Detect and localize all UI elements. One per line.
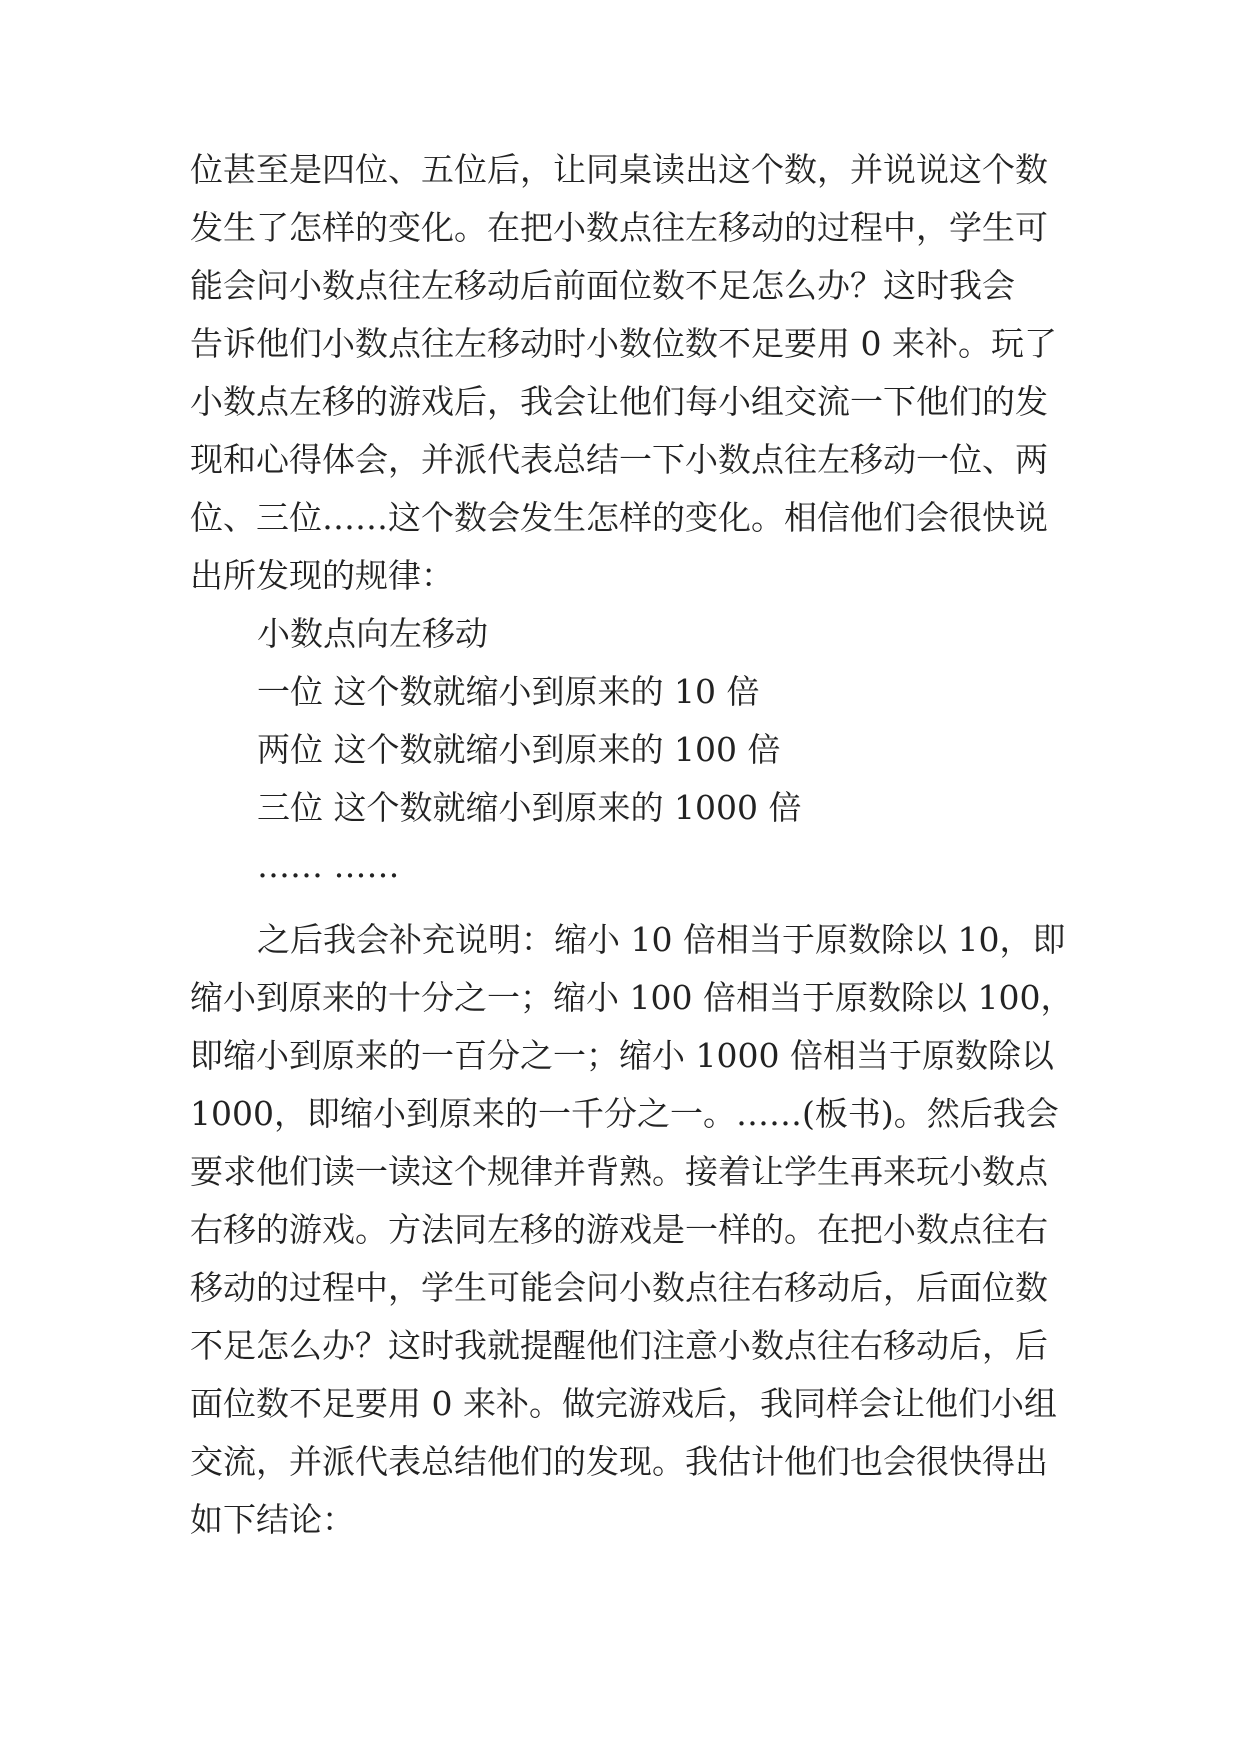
paragraph-line: 位、三位……这个数会发生怎样的变化。相信他们会很快说 bbox=[190, 498, 1048, 537]
paragraph-line: 小数点左移的游戏后，我会让他们每小组交流一下他们的发 bbox=[190, 382, 1048, 421]
paragraph-line: 不足怎么办？这时我就提醒他们注意小数点往右移动后，后 bbox=[190, 1326, 1048, 1365]
rule-line: 两位 这个数就缩小到原来的 100 倍 bbox=[257, 730, 781, 769]
paragraph-line: 移动的过程中，学生可能会问小数点往右移动后，后面位数 bbox=[190, 1268, 1048, 1307]
paragraph-line: 即缩小到原来的一百分之一；缩小 1000 倍相当于原数除以 bbox=[190, 1036, 1054, 1075]
paragraph-line: 之后我会补充说明：缩小 10 倍相当于原数除以 10，即 bbox=[257, 920, 1066, 959]
paragraph-line: 交流，并派代表总结他们的发现。我估计他们也会很快得出 bbox=[190, 1442, 1048, 1481]
paragraph-line: 能会问小数点往左移动后前面位数不足怎么办？这时我会 bbox=[190, 266, 1015, 305]
paragraph-line: 1000，即缩小到原来的一千分之一。……(板书)。然后我会 bbox=[190, 1094, 1059, 1133]
rule-line: 一位 这个数就缩小到原来的 10 倍 bbox=[257, 672, 760, 711]
paragraph-line: 如下结论： bbox=[190, 1500, 355, 1539]
rule-ellipsis: …… …… bbox=[257, 846, 400, 885]
paragraph-line: 现和心得体会，并派代表总结一下小数点往左移动一位、两 bbox=[190, 440, 1048, 479]
paragraph-line: 右移的游戏。方法同左移的游戏是一样的。在把小数点往右 bbox=[190, 1210, 1048, 1249]
paragraph-line: 要求他们读一读这个规律并背熟。接着让学生再来玩小数点 bbox=[190, 1152, 1048, 1191]
paragraph-line: 位甚至是四位、五位后，让同桌读出这个数，并说说这个数 bbox=[190, 150, 1048, 189]
rule-line: 三位 这个数就缩小到原来的 1000 倍 bbox=[257, 788, 802, 827]
paragraph-line: 出所发现的规律： bbox=[190, 556, 454, 595]
paragraph-line: 缩小到原来的十分之一；缩小 100 倍相当于原数除以 100， bbox=[190, 978, 1074, 1017]
rule-heading: 小数点向左移动 bbox=[257, 614, 488, 653]
paragraph-line: 发生了怎样的变化。在把小数点往左移动的过程中，学生可 bbox=[190, 208, 1048, 247]
paragraph-line: 面位数不足要用 0 来补。做完游戏后，我同样会让他们小组 bbox=[190, 1384, 1057, 1423]
paragraph-line: 告诉他们小数点往左移动时小数位数不足要用 0 来补。玩了 bbox=[190, 324, 1057, 363]
